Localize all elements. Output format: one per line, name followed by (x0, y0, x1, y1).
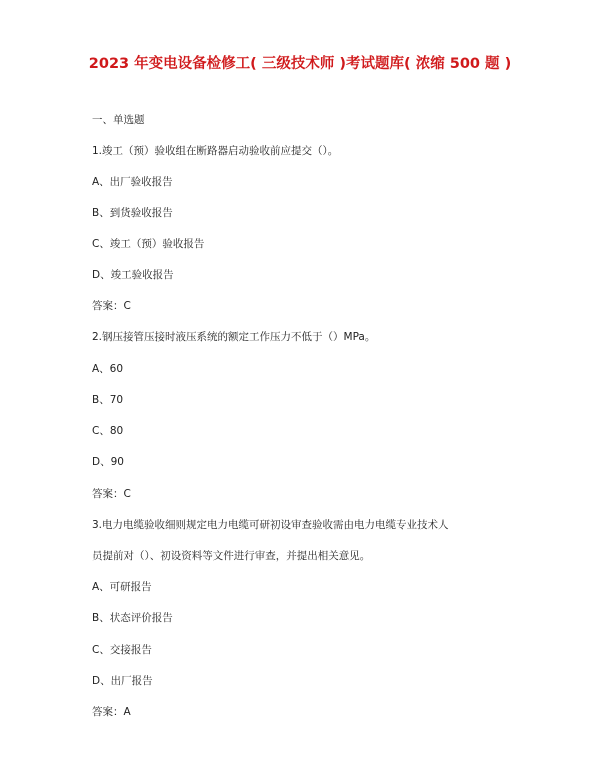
question-1-stem: 1.竣工（预）验收组在断路器启动验收前应提交（）。 (92, 145, 339, 157)
question-1-option-b: B、到货验收报告 (92, 207, 173, 219)
question-3-option-d: D、出厂报告 (92, 675, 153, 687)
question-1-option-d: D、竣工验收报告 (92, 269, 174, 281)
question-3-stem-line-2: 员提前对（）、初设资料等文件进行审查，并提出相关意见。 (92, 550, 371, 562)
question-3-stem-line-1: 3.电力电缆验收细则规定电力电缆可研初设审查验收需由电力电缆专业技术人 (92, 519, 449, 531)
question-2-option-d: D、90 (92, 456, 124, 468)
section-heading: 一、单选题 (92, 114, 145, 126)
question-3-option-c: C、交接报告 (92, 644, 152, 656)
question-1-option-a: A、出厂验收报告 (92, 176, 173, 188)
question-2-option-a: A、60 (92, 363, 124, 375)
question-1-answer: 答案：C (92, 300, 131, 312)
question-2-stem: 2.钢压接管压接时液压系统的额定工作压力不低于（）MPa。 (92, 331, 376, 343)
question-2-answer: 答案：C (92, 488, 131, 500)
question-2-option-c: C、80 (92, 425, 124, 437)
question-3-option-a: A、可研报告 (92, 581, 152, 593)
question-3-answer: 答案：A (92, 706, 131, 718)
question-1-option-c: C、竣工（预）验收报告 (92, 238, 205, 250)
question-2-option-b: B、70 (92, 394, 124, 406)
document-title: 2023 年变电设备检修工( 三级技术师 )考试题库( 浓缩 500 题 ) (88, 56, 512, 72)
question-3-option-b: B、状态评价报告 (92, 612, 173, 624)
